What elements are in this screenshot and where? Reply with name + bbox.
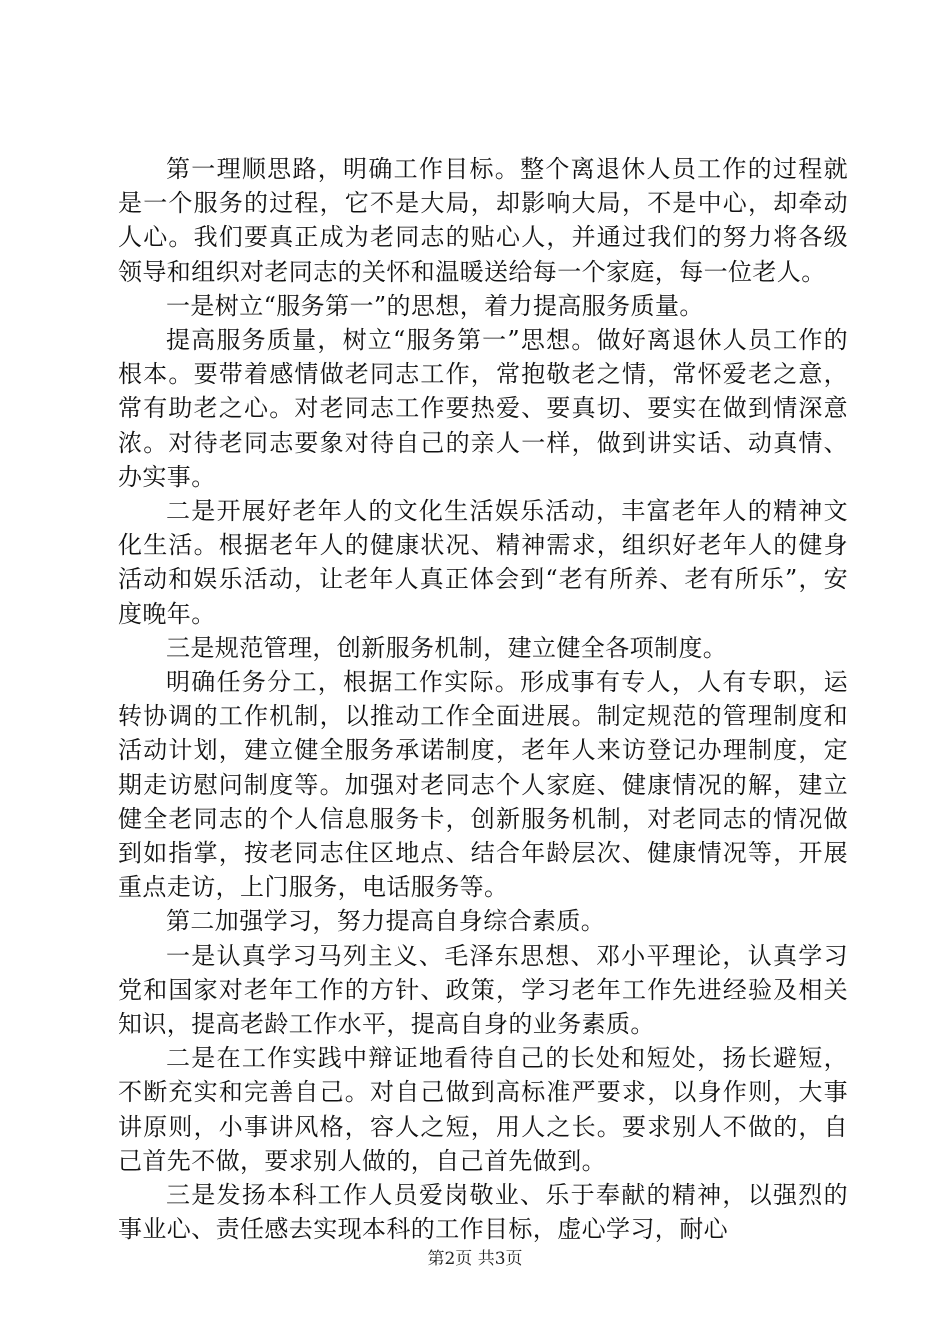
paragraph: 第二加强学习，努力提高自身综合素质。	[166, 907, 606, 936]
page-footer	[0, 1244, 950, 1269]
paragraph: 二是开展好老年人的文化生活娱乐活动，丰富老年人的精神文化生活。根据老年人的健康状况、精神需求，组织好老年人的健身活动和娱乐活动，让老年人真正体会到“老有所养、老有所乐”，安度晚年。	[118, 497, 848, 628]
paragraph: 提高服务质量，树立“服务第一”思想。做好离退休人员工作的根本。要带着感情做老同志工作，常抱敬老之情，常怀爱老之意，常有助老之心。对老同志工作要热爱、要真切、要实在做到情深意浓。对待老同志要象对待自己的亲人一样，做到讲实话、动真情、办实事。	[118, 326, 848, 491]
paragraph: 二是在工作实践中辩证地看待自己的长处和短处，扬长避短，不断充实和完善自己。对自己做到高标准严要求，以身作则，大事讲原则，小事讲风格，容人之短，用人之长。要求别人不做的，自己首先不做，要求别人做的，自己首先做到。	[118, 1044, 848, 1175]
document-body	[118, 152, 848, 1247]
paragraph: 一是树立“服务第一”的思想，着力提高服务质量。	[166, 291, 704, 320]
paragraph: 第一理顺思路，明确工作目标。整个离退休人员工作的过程就是一个服务的过程，它不是大局，却影响大局，不是中心，却牵动人心。我们要真正成为老同志的贴心人，并通过我们的努力将各级领导和组织对老同志的关怀和温暖送给每一个家庭，每一位老人。	[118, 155, 848, 286]
paragraph: 三是规范管理，创新服务机制，建立健全各项制度。	[166, 633, 728, 662]
paragraph: 三是发扬本科工作人员爱岗敬业、乐于奉献的精神，以强烈的事业心、责任感去实现本科的工作目标，虚心学习，耐心	[118, 1181, 848, 1244]
paragraph: 明确任务分工，根据工作实际。形成事有专人，人有专职，运转协调的工作机制，以推动工作全面进展。制定规范的管理制度和活动计划，建立健全服务承诺制度，老年人来访登记办理制度，定期走访慰问制度等。加强对老同志个人家庭、健康情况的解，建立健全老同志的个人信息服务卡，创新服务机制，对老同志的情况做到如指掌，按老同志住区地点、结合年龄层次、健康情况等，开展重点走访，上门服务，电话服务等。	[118, 668, 848, 902]
page-number: 第2页 共3页	[427, 1249, 523, 1269]
paragraph: 一是认真学习马列主义、毛泽东思想、邓小平理论，认真学习党和国家对老年工作的方针、政策，学习老年工作先进经验及相关知识，提高老龄工作水平，提高自身的业务素质。	[118, 941, 848, 1039]
